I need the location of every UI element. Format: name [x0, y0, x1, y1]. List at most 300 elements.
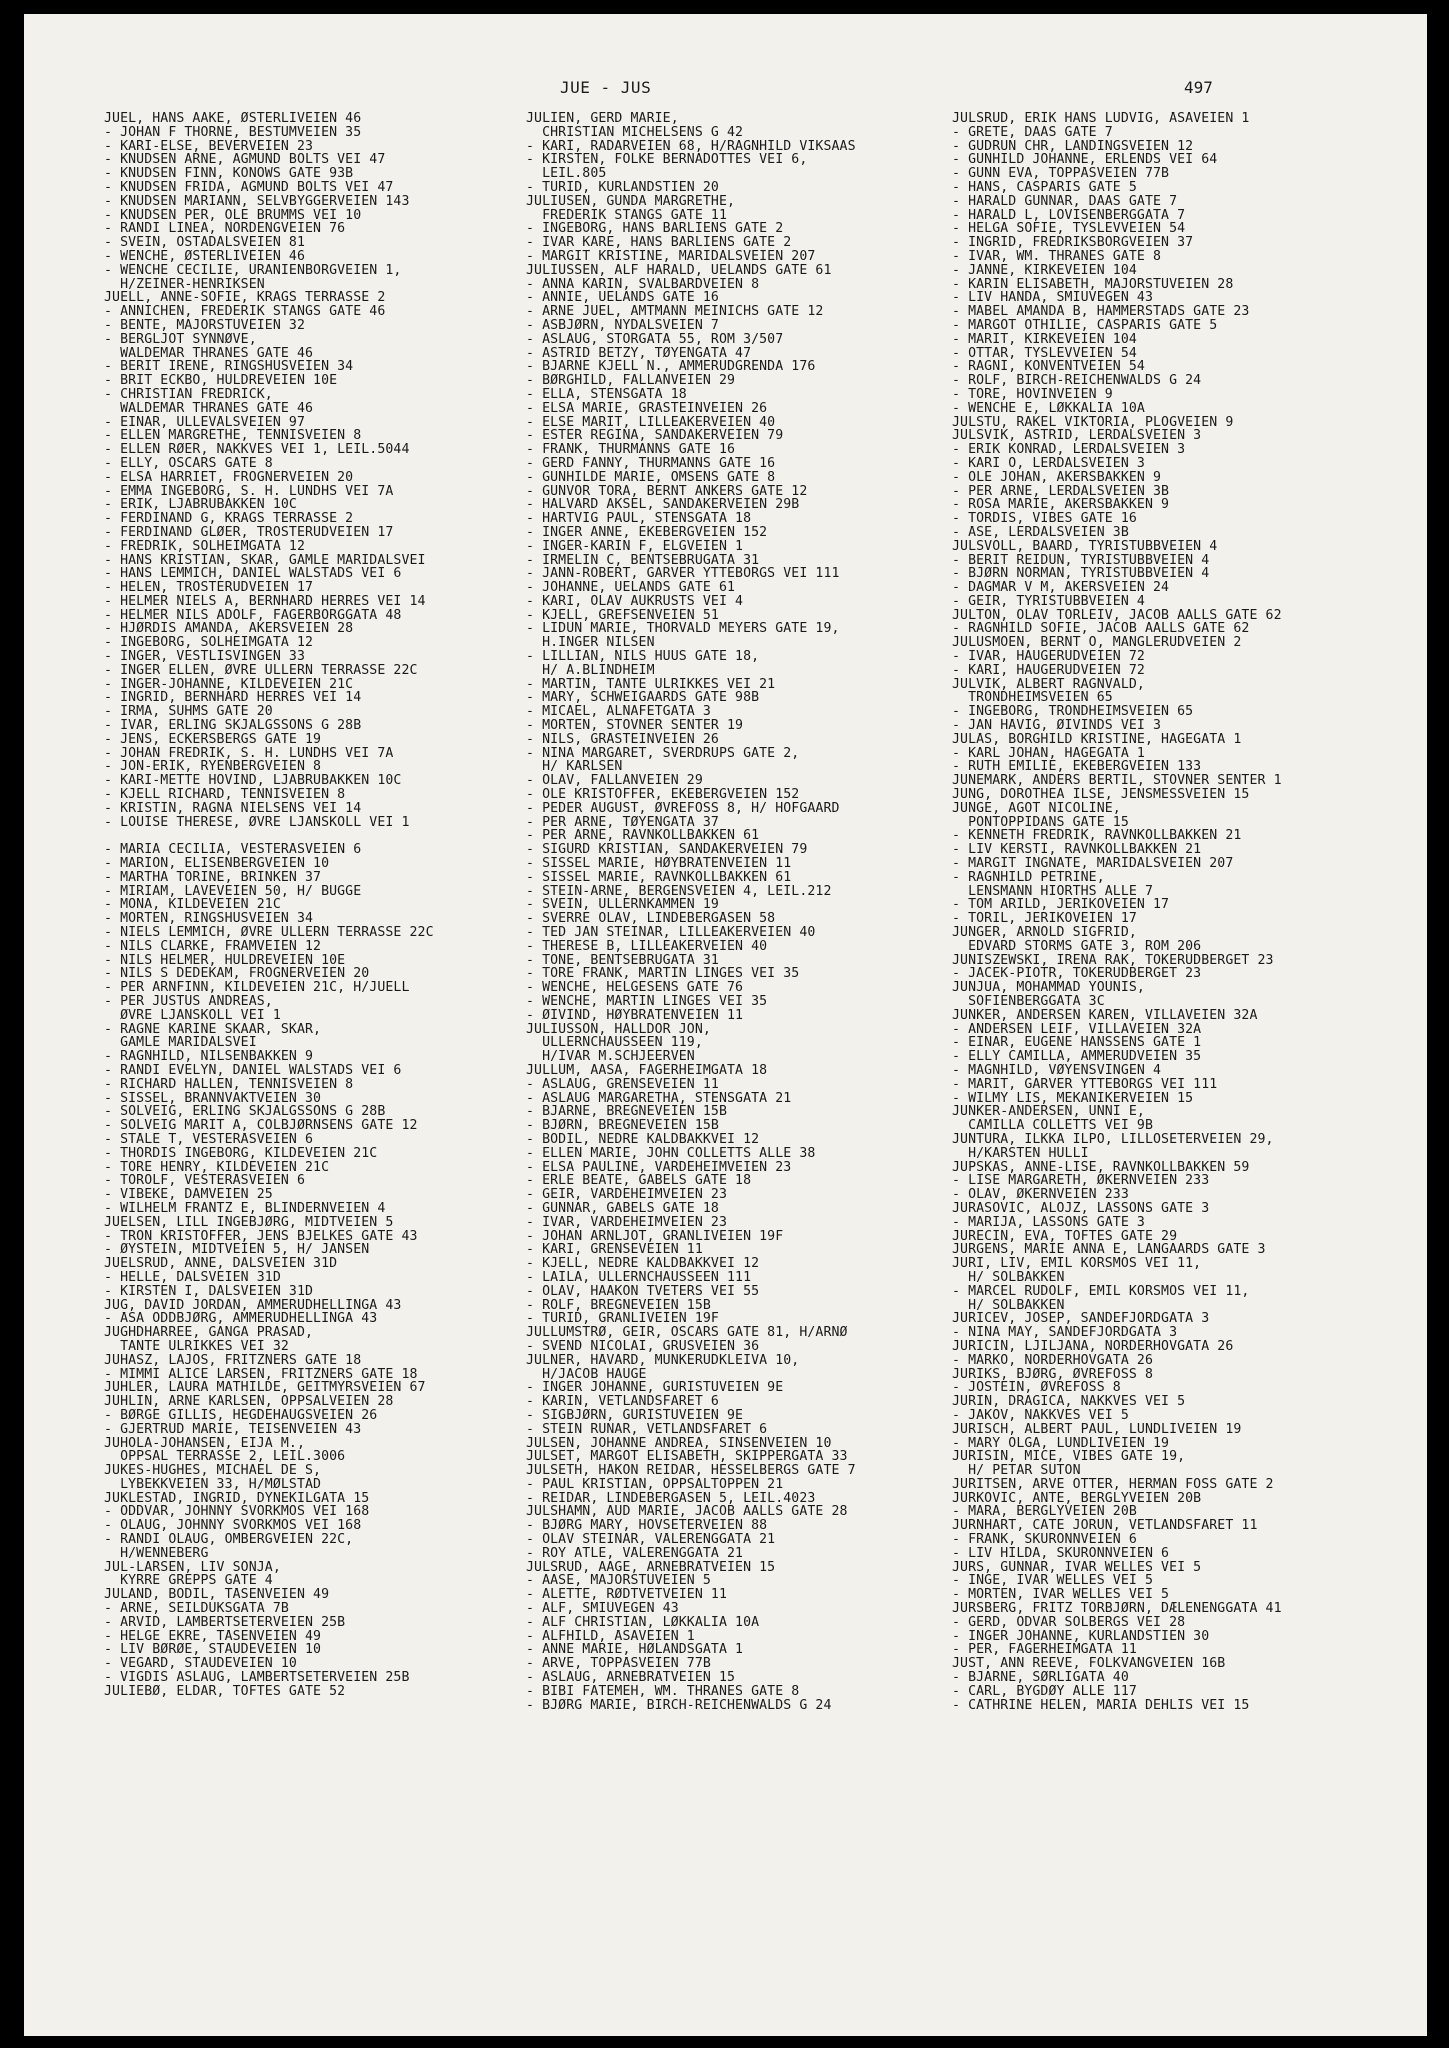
directory-entry: - EMMA INGEBORG, S. H. LUNDHS VEI 7A	[104, 484, 394, 499]
directory-entry: JURECIN, EVA, TOFTES GATE 29	[952, 1229, 1178, 1244]
directory-entry: - KENNETH FREDRIK, RAVNKOLLBAKKEN 21	[952, 829, 1242, 844]
directory-entry: - NILS CLARKE, FRAMVEIEN 12	[104, 939, 322, 954]
directory-entry: - MARGOT OTHILIE, CASPARIS GATE 5	[952, 318, 1218, 333]
directory-entry: - GUNN EVA, TOPPÅSVEIEN 77B	[952, 167, 1170, 181]
directory-entry: JUHOLA-JOHANSEN, EIJA M.,	[104, 1436, 305, 1451]
directory-entry: - RANDI LINEA, NORDENGVEIEN 76	[104, 222, 346, 237]
directory-entry: CHRISTIAN MICHELSENS G 42	[526, 125, 744, 140]
directory-entry: JULAND, BODIL, TÅSENVEIEN 49	[104, 1588, 330, 1603]
directory-entry: - FREDRIK, SOLHEIMGATA 12	[104, 539, 305, 554]
directory-entry: JUNG, DOROTHEA ILSE, JENSMESSVEIEN 15	[952, 788, 1250, 802]
directory-entry: - BENTE, MAJORSTUVEIEN 32	[104, 318, 305, 333]
page-title: JUE - JUS	[560, 78, 652, 97]
directory-entry: - WENCHE E, LØKKALIA 10A	[952, 401, 1145, 416]
directory-entry: - ASLAUG, GRENSEVEIEN 11	[526, 1077, 719, 1092]
directory-entry: KYRRE GREPPS GATE 4	[104, 1574, 273, 1589]
directory-entry: - GUNNAR, GABELS GATE 18	[526, 1201, 719, 1216]
directory-entry: - MARGIT INGNATE, MARIDALSVEIEN 207	[952, 857, 1234, 871]
directory-entry: CAMILLA COLLETTS VEI 9B	[952, 1119, 1153, 1133]
directory-entry: - INGER-JOHANNE, KILDEVEIEN 21C	[104, 677, 354, 692]
directory-entry: H/ A.BLINDHEIM	[526, 663, 655, 678]
directory-entry: - INGER ANNE, EKEBERGVEIEN 152	[526, 525, 768, 540]
directory-entry: - JAN HÅVIG, ØIVINDS VEI 3	[952, 719, 1162, 733]
directory-entry: - FERDINAND GLØER, TROSTERUDVEIEN 17	[104, 525, 394, 540]
directory-entry: - MORTEN, STOVNER SENTER 19	[526, 719, 744, 733]
directory-entry: - ASLAUG, ARNEBRÅTVEIEN 15	[526, 1671, 736, 1685]
directory-entry: JULIUSSON, HALLDOR JON,	[526, 1022, 711, 1037]
directory-entry: - SVEIN, ULLERNKAMMEN 19	[526, 898, 719, 913]
directory-entry: - HARALD GUNNAR, DAAS GATE 7	[952, 194, 1178, 209]
directory-entry: JURISIN, MICE, VIBES GATE 19,	[952, 1450, 1186, 1465]
directory-entry: - STEIN RUNAR, VETLANDSFARET 6	[526, 1422, 768, 1437]
directory-entry: JULÅS, BORGHILD KRISTINE, HAGEGATA 1	[952, 732, 1242, 747]
directory-entry: - BERIT REIDUN, TYRISTUBBVEIEN 4	[952, 553, 1210, 568]
directory-entry: - GRETE, DAAS GATE 7	[952, 125, 1113, 140]
directory-entry: JUHLIN, ARNE KARLSEN, OPPSALVEIEN 28	[104, 1395, 394, 1409]
directory-entry: - WENCHE CECILIE, URANIENBORGVEIEN 1,	[104, 263, 402, 278]
directory-entry: - TONE, BENTSEBRUGATA 31	[526, 953, 719, 968]
directory-entry: - RAGNI, KONVENTVEIEN 54	[952, 360, 1145, 375]
directory-entry: - OLAV, HAAKON TVETERS VEI 55	[526, 1284, 760, 1299]
directory-entry: - ELLY CAMILLA, AMMERUDVEIEN 35	[952, 1050, 1202, 1064]
directory-entry: - GEIR, VARDEHEIMVEIEN 23	[526, 1188, 727, 1202]
directory-entry: JULSRUD, ERIK HANS LUDVIG, ÅSAVEIEN 1	[952, 112, 1250, 126]
directory-entry: - BJARNE, BREGNEVEIEN 15B	[526, 1105, 727, 1120]
directory-entry: - GJERTRUD MARIE, TEISENVEIEN 43	[104, 1422, 362, 1437]
directory-entry: - MORTEN, IVAR WELLES VEI 5	[952, 1588, 1170, 1603]
directory-entry: - NILS S DEDEKAM, FROGNERVEIEN 20	[104, 967, 370, 982]
directory-entry: - ELSA PAULINE, VARDEHEIMVEIEN 23	[526, 1160, 792, 1175]
directory-entry: JULIUSEN, GUNDA MARGRETHE,	[526, 194, 736, 209]
directory-entry: - IVAR KÅRE, HANS BARLIENS GATE 2	[526, 236, 792, 250]
directory-entry: LYBEKKVEIEN 33, H/MØLSTAD	[104, 1477, 322, 1492]
directory-entry: - RAGNE KARINE SKAAR, SKAR,	[104, 1022, 322, 1037]
directory-entry: JUL-LARSEN, LIV SONJA,	[104, 1560, 281, 1575]
directory-entry: - MORTEN, RINGSHUSVEIEN 34	[104, 912, 314, 927]
directory-entry: - OLAUG, JOHNNY SVORKMOS VEI 168	[104, 1519, 362, 1534]
directory-entry: - KRISTIN, RAGNA NIELSENS VEI 14	[104, 801, 362, 816]
directory-entry: - HARTVIG PAUL, STENSGATA 18	[526, 512, 752, 526]
directory-entry: - KIRSTEN I, DALSVEIEN 31D	[104, 1284, 314, 1299]
directory-entry: - BJØRN NORMAN, TYRISTUBBVEIEN 4	[952, 567, 1210, 582]
directory-entry: - ANNE MARIE, HØLANDSGATA 1	[526, 1643, 744, 1658]
directory-entry: - ROLF, BREGNEVEIEN 15B	[526, 1298, 711, 1313]
directory-entry: - CHRISTIAN FREDRICK,	[104, 387, 273, 402]
directory-entry: - MARY OLGA, LUNDLIVEIEN 19	[952, 1436, 1170, 1451]
directory-entry: - ODDVAR, JOHNNY SVORKMOS VEI 168	[104, 1505, 370, 1520]
directory-entry: JUNKER, ANDERSEN KAREN, VILLAVEIEN 32A	[952, 1008, 1258, 1023]
directory-entry: - WENCHE, MARTIN LINGES VEI 35	[526, 995, 768, 1009]
directory-entry: WALDEMAR THRANES GATE 46	[104, 401, 314, 416]
directory-entry: - MICAEL, ALNAFETGATA 3	[526, 705, 711, 720]
directory-entry: - THERESE B, LILLEAKERVEIEN 40	[526, 939, 768, 954]
directory-entry: - TED JAN STEINAR, LILLEAKERVEIEN 40	[526, 926, 816, 940]
directory-entry: - SISSEL MARIE, HØYBRÅTENVEIEN 11	[526, 857, 792, 871]
directory-entry: - SOLVEIG MARIT A, COLBJØRNSENS GATE 12	[104, 1119, 418, 1133]
directory-entry: JULTON, OLAV TORLEIV, JACOB AALLS GATE 62	[952, 608, 1282, 623]
directory-entry: - MARCEL RUDOLF, EMIL KORSMOS VEI 11,	[952, 1284, 1250, 1299]
directory-entry: - KARI-METTE HOVIND, LJABRUBAKKEN 10C	[104, 774, 402, 789]
directory-entry: - TURID, GRANLIVEIEN 19F	[526, 1312, 719, 1327]
directory-entry: - INGER, VESTLISVINGEN 33	[104, 650, 305, 664]
directory-entry: - PAUL KRISTIAN, OPPSALTOPPEN 21	[526, 1477, 784, 1492]
directory-entry: - MARY, SCHWEIGAARDS GATE 98B	[526, 691, 760, 706]
directory-entry: - IRMELIN C, BENTSEBRUGATA 31	[526, 553, 760, 568]
directory-entry: - RUTH EMILIE, EKEBERGVEIEN 133	[952, 760, 1202, 775]
directory-entry: - ELSA HARRIET, FROGNERVEIEN 20	[104, 470, 354, 485]
directory-entry: - BJARNE, SØRLIGATA 40	[952, 1671, 1129, 1685]
directory-entry: - STÅLE T, VESTERÅSVEIEN 6	[104, 1132, 314, 1147]
directory-entry: - RANDI EVELYN, DANIEL WALSTADS VEI 6	[104, 1063, 402, 1078]
directory-entry: - HELMER NIELS A, BERNHARD HERRES VEI 14	[104, 594, 426, 609]
directory-entry: OPPSAL TERRASSE 2, LEIL.3006	[104, 1450, 346, 1465]
directory-entry: - SVEIN, OSTADALSVEIEN 81	[104, 236, 305, 250]
directory-entry: - GERD FANNY, THURMANNS GATE 16	[526, 456, 776, 471]
directory-entry: - HELGA SOFIE, TYSLEVVEIEN 54	[952, 222, 1186, 237]
directory-entry: - JOHAN F THORNE, BESTUMVEIEN 35	[104, 125, 362, 140]
directory-column-1	[104, 112, 544, 1699]
directory-entry: - NINA MARGARET, SVERDRUPS GATE 2,	[526, 746, 800, 761]
directory-entry: - MABEL AMANDA B, HAMMERSTADS GATE 23	[952, 305, 1250, 319]
directory-entry: JUPSKÅS, ANNE-LISE, RAVNKOLLBAKKEN 59	[952, 1160, 1250, 1175]
directory-entry: - ELLEN MARIE, JOHN COLLETTS ALLE 38	[526, 1146, 816, 1161]
directory-entry: - WILHELM FRANTZ E, BLINDERNVEIEN 4	[104, 1201, 386, 1216]
directory-entry: - MIRIAM, LAVEVEIEN 50, H/ BUGGE	[104, 884, 362, 899]
directory-entry: - ANDERSEN LEIF, VILLAVEIEN 32A	[952, 1022, 1202, 1037]
directory-entry: - LIV HILDA, SKURONNVEIEN 6	[952, 1546, 1170, 1561]
directory-entry: - ERIK, LJABRUBAKKEN 10C	[104, 498, 297, 513]
directory-entry: - BODIL, NEDRE KALDBAKKVEI 12	[526, 1132, 760, 1147]
directory-entry: - JAKOV, NAKKVES VEI 5	[952, 1408, 1129, 1423]
directory-entry: ØVRE LJANSKOLL VEI 1	[104, 1008, 281, 1023]
directory-entry: - KJELL, NEDRE KALDBAKKVEI 12	[526, 1257, 760, 1271]
directory-entry: - TORDIS, VIBES GATE 16	[952, 512, 1137, 526]
directory-entry: - LILLIAN, NILS HUUS GATE 18,	[526, 650, 760, 664]
directory-entry: - WENCHE, HELGESENS GATE 76	[526, 981, 744, 995]
directory-entry: JULSEN, JOHANNE ANDREA, SINSENVEIEN 10	[526, 1436, 832, 1451]
directory-entry: - ELLY, OSCARS GATE 8	[104, 456, 273, 471]
directory-entry: - OLE KRISTOFFER, EKEBERGVEIEN 152	[526, 788, 800, 802]
directory-entry: - MONA, KILDEVEIEN 21C	[104, 898, 281, 913]
directory-entry: JURIKS, BJØRG, ØVREFOSS 8	[952, 1367, 1153, 1382]
directory-entry: - HELMER NILS ADOLF, FAGERBORGGATA 48	[104, 608, 402, 623]
directory-entry: JUNTURA, ILKKA ILPO, LILLOSETERVEIEN 29,	[952, 1132, 1274, 1147]
directory-entry: JURGENS, MARIE ANNA E, LANGAARDS GATE 3	[952, 1243, 1266, 1258]
directory-entry: ULLERNCHAUSSEEN 119,	[526, 1036, 703, 1051]
directory-entry: JULLUM, AASA, FAGERHEIMGATA 18	[526, 1063, 768, 1078]
directory-entry: - BØRGE GILLIS, HEGDEHAUGSVEIEN 26	[104, 1408, 378, 1423]
directory-entry: - ASTRID BETZY, TØYENGATA 47	[526, 346, 752, 361]
directory-entry: - IVAR, HAUGERUDVEIEN 72	[952, 650, 1145, 664]
directory-entry: - FERDINAND G, KRAGS TERRASSE 2	[104, 512, 354, 526]
directory-entry: - VIGDIS ASLAUG, LAMBERTSETERVEIEN 25B	[104, 1671, 410, 1685]
directory-entry: - INGE, IVAR WELLES VEI 5	[952, 1574, 1153, 1589]
directory-entry: - ANNICHEN, FREDERIK STANGS GATE 46	[104, 305, 386, 319]
directory-entry: - LAILA, ULLERNCHAUSSEEN 111	[526, 1270, 752, 1285]
directory-entry: FREDERIK STANGS GATE 11	[526, 208, 727, 223]
directory-entry: JURITSEN, ARVE OTTER, HERMAN FOSS GATE 2	[952, 1477, 1274, 1492]
directory-entry: - TOM ARILD, JERIKOVEIEN 17	[952, 898, 1170, 913]
directory-entry: - KARI-ELSE, BEVERVEIEN 23	[104, 139, 314, 154]
directory-entry: - RAGNHILD SOFIE, JACOB AALLS GATE 62	[952, 622, 1250, 637]
directory-entry: - VEGARD, STAUDEVEIEN 10	[104, 1657, 297, 1672]
directory-entry: JURIN, DRAGICA, NAKKVES VEI 5	[952, 1395, 1186, 1409]
directory-entry: - EINAR, EUGENE HANSSENS GATE 1	[952, 1036, 1202, 1051]
directory-entry: JUNKER-ANDERSEN, UNNI E,	[952, 1105, 1145, 1120]
directory-entry: - MARGIT KRISTINE, MARIDALSVEIEN 207	[526, 249, 816, 264]
directory-entry: - ØIVIND, HØYBRÅTENVEIEN 11	[526, 1008, 744, 1023]
directory-entry: - AASE, MAJORSTUVEIEN 5	[526, 1574, 711, 1589]
directory-entry: - HANS, CASPARIS GATE 5	[952, 180, 1137, 195]
directory-entry: - LIV HANDA, SMIUVEGEN 43	[952, 291, 1153, 306]
directory-entry: JURNHART, CATE JORUN, VETLANDSFARET 11	[952, 1519, 1258, 1534]
directory-entry: - KNUDSEN MARIANN, SELVBYGGERVEIEN 143	[104, 194, 410, 209]
directory-entry: - IRMA, SUHMS GATE 20	[104, 705, 273, 720]
directory-entry: - BJARNE KJELL N., AMMERUDGRENDA 176	[526, 360, 816, 375]
directory-entry: - ASBJØRN, NYDALSVEIEN 7	[526, 318, 719, 333]
directory-entry: - PER ARNE, LERDALSVEIEN 3B	[952, 484, 1170, 499]
directory-entry: JURICEV, JOSEP, SANDEFJORDGATA 3	[952, 1312, 1210, 1327]
directory-entry: - KARL JOHAN, HAGEGATA 1	[952, 746, 1145, 761]
directory-entry: - BRIT ECKBO, HULDREVEIEN 10E	[104, 374, 338, 388]
directory-entry: - BIBI FATEMEH, WM. THRANES GATE 8	[526, 1684, 800, 1699]
directory-entry: - KARI O, LERDALSVEIEN 3	[952, 456, 1145, 471]
directory-entry: - ÅSE, LERDALSVEIEN 3B	[952, 525, 1129, 540]
directory-entry: H/ PETAR SUTON	[952, 1464, 1081, 1478]
directory-entry: H/KARSTEN HULLI	[952, 1146, 1089, 1161]
directory-entry: - ESTER REGINA, SANDAKERVEIEN 79	[526, 429, 784, 444]
directory-entry: - OLAV STEINAR, VÅLERENGGATA 21	[526, 1533, 776, 1547]
directory-entry: JULIEBØ, ELDAR, TOFTES GATE 52	[104, 1684, 346, 1699]
directory-entry: - PER ARNE, RAVNKOLLBAKKEN 61	[526, 829, 760, 844]
directory-entry: H/JACOB HAUGE	[526, 1367, 647, 1382]
page-number: 497	[1184, 78, 1213, 97]
directory-entry: JULLUMSTRØ, GEIR, OSCARS GATE 81, H/ARNØ	[526, 1326, 848, 1340]
directory-entry: - ERLE BEATE, GABELS GATE 18	[526, 1174, 752, 1189]
directory-entry: H.INGER NILSEN	[526, 636, 655, 651]
directory-entry: JULSVIK, ASTRID, LERDALSVEIEN 3	[952, 429, 1202, 444]
directory-entry: LEIL.805	[526, 167, 607, 181]
directory-entry: - ELLA, STENSGATA 18	[526, 387, 687, 402]
directory-entry: - ELSE MARIT, LILLEAKERVEIEN 40	[526, 415, 776, 430]
directory-entry: H/ SOLBAKKEN	[952, 1298, 1065, 1313]
directory-entry: - OTTAR, TYSLEVVEIEN 54	[952, 346, 1137, 361]
directory-entry: - KNUDSEN FRIDA, AGMUND BOLTS VEI 47	[104, 180, 394, 195]
directory-entry: - GUNHILDE MARIE, OMSENS GATE 8	[526, 470, 776, 485]
directory-entry: JURI, LIV, EMIL KORSMOS VEI 11,	[952, 1257, 1202, 1271]
directory-entry: - PER JUSTUS ANDREAS,	[104, 995, 273, 1009]
directory-entry: - SIGURD KRISTIAN, SANDAKERVEIEN 79	[526, 843, 808, 858]
directory-page	[24, 14, 1427, 2036]
directory-entry: - TORE, HOVINVEIEN 9	[952, 387, 1113, 402]
directory-entry: GAMLE MARIDALSVEI	[104, 1036, 257, 1051]
directory-entry: - EINAR, ULLEVÅLSVEIEN 97	[104, 415, 305, 430]
directory-entry: - KARI, HAUGERUDVEIEN 72	[952, 663, 1145, 678]
directory-entry: LENSMANN HIORTHS ALLE 7	[952, 884, 1153, 899]
directory-entry: JUGHDHARREE, GANGA PRASAD,	[104, 1326, 314, 1340]
directory-entry: - JENS, ECKERSBERGS GATE 19	[104, 732, 322, 747]
directory-entry: - BJØRG MARY, HOVSETERVEIEN 88	[526, 1519, 768, 1534]
directory-entry: - ELLEN MARGRETHE, TENNISVEIEN 8	[104, 429, 362, 444]
directory-entry: - HELGE EKRE, TÅSENVEIEN 49	[104, 1629, 322, 1644]
directory-entry: - FRANK, SKURONNVEIEN 6	[952, 1533, 1137, 1547]
directory-entry: - ROY ATLE, VÅLERENGGATA 21	[526, 1546, 744, 1561]
directory-entry: JURASOVIC, ALOJZ, LASSONS GATE 3	[952, 1201, 1210, 1216]
directory-entry: - NIELS LEMMICH, ØVRE ULLERN TERRASSE 22C	[104, 926, 434, 940]
directory-entry: JURKOVIC, ANTE, BERGLYVEIEN 20B	[952, 1491, 1202, 1506]
directory-entry: JULVIK, ALBERT RAGNVALD,	[952, 677, 1145, 692]
directory-entry: JUNGE, AGOT NICOLINE,	[952, 801, 1121, 816]
directory-entry: - PER ARNE, TØYENGATA 37	[526, 815, 719, 830]
directory-entry: - JOHANNE, UELANDS GATE 61	[526, 581, 736, 595]
directory-entry: - KARI, OLAV AUKRUSTS VEI 4	[526, 594, 744, 609]
directory-entry: - RAGNHILD, NILSENBAKKEN 9	[104, 1050, 314, 1064]
directory-entry: JUHLER, LAURA MATHILDE, GEITMYRSVEIEN 67	[104, 1381, 426, 1396]
directory-entry: WALDEMAR THRANES GATE 46	[104, 346, 314, 361]
directory-entry: - MARIA CECILIA, VESTERÅSVEIEN 6	[104, 843, 362, 858]
directory-entry: - MARTHA TORINE, BRINKEN 37	[104, 870, 322, 885]
directory-entry: - LIDUN MARIE, THORVALD MEYERS GATE 19,	[526, 622, 840, 637]
directory-entry: - SIGBJØRN, GURISTUVEIEN 9E	[526, 1408, 744, 1423]
directory-entry: - ROLF, BIRCH-REICHENWALDS G 24	[952, 374, 1202, 388]
directory-entry: - ELLEN RØER, NAKKVES VEI 1, LEIL.5044	[104, 443, 410, 457]
directory-entry: - KIRSTEN, FOLKE BERNADOTTES VEI 6,	[526, 153, 808, 168]
directory-entry: - NILS, GRÅSTEINVEIEN 26	[526, 732, 719, 747]
directory-entry: - KJELL RICHARD, TENNISVEIEN 8	[104, 788, 346, 802]
directory-entry: - TURID, KURLANDSTIEN 20	[526, 180, 719, 195]
directory-entry: - ALF, SMIUVEGEN 43	[526, 1602, 679, 1616]
directory-entry: JUKES-HUGHES, MICHAEL DE S,	[104, 1464, 322, 1478]
directory-entry: JUNGER, ARNOLD SIGFRID,	[952, 926, 1137, 940]
directory-entry: - HARALD L, LOVISENBERGGATA 7	[952, 208, 1186, 223]
directory-entry: - KARIN, VETLANDSFARET 6	[526, 1395, 719, 1409]
directory-entry: JULUSMOEN, BERNT O, MANGLERUDVEIEN 2	[952, 636, 1242, 651]
directory-entry: JUNEMARK, ANDERS BERTIL, STOVNER SENTER 1	[952, 774, 1282, 789]
directory-entry: - INGRID, FREDRIKSBORGVEIEN 37	[952, 236, 1194, 250]
directory-entry: - JANNE, KIRKEVEIEN 104	[952, 263, 1137, 278]
directory-column-2	[526, 112, 966, 1712]
directory-entry: - HALVARD AKSEL, SANDAKERVEIEN 29B	[526, 498, 800, 513]
directory-entry: - BJØRN, BREGNEVEIEN 15B	[526, 1119, 719, 1133]
directory-entry: H/ KARLSEN	[526, 760, 623, 775]
directory-entry: - ASLAUG, STORGATA 55, ROM 3/507	[526, 332, 784, 347]
directory-entry: - INGER JOHANNE, GURISTUVEIEN 9E	[526, 1381, 784, 1396]
directory-entry: - MARIT, GARVER YTTEBORGS VEI 111	[952, 1077, 1218, 1092]
directory-entry: - HANS LEMMICH, DANIEL WALSTADS VEI 6	[104, 567, 402, 582]
directory-entry: - ASLAUG MARGARETHA, STENSGATA 21	[526, 1091, 792, 1106]
directory-entry: - JOSTEIN, ØVREFOSS 8	[952, 1381, 1121, 1396]
directory-entry: H/IVAR M.SCHJEERVEN	[526, 1050, 695, 1064]
directory-entry: - MARKO, NORDERHOVGATA 26	[952, 1353, 1153, 1368]
directory-entry: - ANNA KARIN, SVALBARDVEIEN 8	[526, 277, 760, 292]
directory-entry: - GUNHILD JOHANNE, ERLENDS VEI 64	[952, 153, 1218, 168]
directory-entry: - RANDI OLAUG, OMBERGVEIEN 22C,	[104, 1533, 354, 1547]
directory-entry: - IVAR, ERLING SKJALGSSONS G 28B	[104, 719, 362, 733]
directory-entry: - ALFHILD, ÅSAVEIEN 1	[526, 1629, 695, 1644]
directory-entry: JUKLESTAD, INGRID, DYNEKILGATA 15	[104, 1491, 370, 1506]
directory-entry: PONTOPPIDANS GATE 15	[952, 815, 1129, 830]
directory-entry: - ROSA MARIE, AKERSBAKKEN 9	[952, 498, 1170, 513]
directory-entry: JULIUSSEN, ALF HARALD, UELANDS GATE 61	[526, 263, 832, 278]
directory-entry: - LOUISE THERESE, ØVRE LJANSKOLL VEI 1	[104, 815, 410, 830]
directory-entry: JUELSEN, LILL INGEBJØRG, MIDTVEIEN 5	[104, 1215, 394, 1230]
directory-entry: TANTE ULRIKKES VEI 32	[104, 1339, 289, 1354]
directory-entry: - SVERRE OLAV, LINDEBERGÅSEN 58	[526, 912, 776, 927]
directory-entry: - ARNE, SEILDUKSGATA 7B	[104, 1602, 289, 1616]
directory-entry: - FRANK, THURMANNS GATE 16	[526, 443, 736, 457]
directory-entry: - HELEN, TROSTERUDVEIEN 17	[104, 581, 314, 595]
directory-entry: - MARA, BERGLYVEIEN 20B	[952, 1505, 1137, 1520]
directory-entry: - MARION, ELISENBERGVEIEN 10	[104, 857, 330, 871]
directory-entry: - ÅSA ODDBJØRG, AMMERUDHELLINGA 43	[104, 1312, 378, 1327]
directory-entry: - TOROLF, VESTERÅSVEIEN 6	[104, 1174, 305, 1189]
directory-entry: - KNUDSEN FINN, KONOWS GATE 93B	[104, 167, 354, 181]
directory-entry: - TORE HENRY, KILDEVEIEN 21C	[104, 1160, 330, 1175]
directory-entry: - INGER ELLEN, ØVRE ULLERN TERRASSE 22C	[104, 663, 418, 678]
directory-entry: - KNUDSEN PER, OLE BRUMMS VEI 10	[104, 208, 362, 223]
directory-entry: - LIV KERSTI, RAVNKOLLBAKKEN 21	[952, 843, 1202, 858]
directory-entry: - INGEBORG, TRONDHEIMSVEIEN 65	[952, 705, 1194, 720]
directory-entry: SOFIENBERGGATA 3C	[952, 995, 1105, 1009]
directory-entry: - INGEBORG, HANS BARLIENS GATE 2	[526, 222, 784, 237]
directory-entry: - LIV BØRØE, STAUDEVEIEN 10	[104, 1643, 322, 1658]
directory-entry: - VIBEKE, DAMVEIEN 25	[104, 1188, 273, 1202]
directory-entry: TRONDHEIMSVEIEN 65	[952, 691, 1113, 706]
directory-entry: - PER ARNFINN, KILDEVEIEN 21C, H/JUELL	[104, 981, 410, 995]
directory-entry: - WILMY LIS, MEKANIKERVEIEN 15	[952, 1091, 1194, 1106]
directory-entry: - IVAR, VARDEHEIMVEIEN 23	[526, 1215, 727, 1230]
directory-entry: JUELSRUD, ANNE, DALSVEIEN 31D	[104, 1257, 338, 1271]
directory-entry: - KARIN ELISABETH, MAJORSTUVEIEN 28	[952, 277, 1234, 292]
directory-entry: - KNUDSEN ARNE, AGMUND BOLTS VEI 47	[104, 153, 386, 168]
directory-entry: JULSETH, HÅKON REIDAR, HESSELBERGS GATE 7	[526, 1464, 856, 1478]
directory-entry: JULNER, HÅVARD, MUNKERUDKLEIVA 10,	[526, 1353, 800, 1368]
directory-entry: H/ SOLBAKKEN	[952, 1270, 1065, 1285]
directory-entry: JUELL, ANNE-SOFIE, KRAGS TERRASSE 2	[104, 291, 386, 306]
directory-entry: - ERIK KONRAD, LERDALSVEIEN 3	[952, 443, 1186, 457]
directory-entry: - REIDAR, LINDEBERGÅSEN 5, LEIL.4023	[526, 1491, 816, 1506]
directory-entry: JUST, ANN REEVE, FOLKVANGVEIEN 16B	[952, 1657, 1226, 1672]
directory-entry: JUHASZ, LAJOS, FRITZNERS GATE 18	[104, 1353, 362, 1368]
directory-entry: JULSHAMN, AUD MARIE, JACOB AALLS GATE 28	[526, 1505, 848, 1520]
directory-entry: H/WENNEBERG	[104, 1546, 209, 1561]
directory-entry: - INGEBORG, SOLHEIMGATA 12	[104, 636, 314, 651]
directory-entry: JULSRUD, AAGE, ARNEBRÅTVEIEN 15	[526, 1560, 776, 1575]
directory-entry	[104, 829, 544, 843]
directory-entry: - INGER-KARIN F, ELGVEIEN 1	[526, 539, 744, 554]
directory-entry: - GEIR, TYRISTUBBVEIEN 4	[952, 594, 1145, 609]
directory-entry: JURISCH, ALBERT PAUL, LUNDLIVEIEN 19	[952, 1422, 1242, 1437]
directory-entry: - BØRGHILD, FALLANVEIEN 29	[526, 374, 736, 388]
directory-entry: JUEL, HANS AAKE, ØSTERLIVEIEN 46	[104, 112, 362, 126]
directory-entry: - KARI, RADARVEIEN 68, H/RAGNHILD VIKSAAS	[526, 139, 856, 154]
directory-entry: - JOHAN FREDRIK, S. H. LUNDHS VEI 7A	[104, 746, 394, 761]
directory-entry: - SVEND NICOLAI, GRUSVEIEN 36	[526, 1339, 760, 1354]
directory-entry: - OLE JOHAN, AKERSBAKKEN 9	[952, 470, 1162, 485]
directory-entry: JUG, DAVID JORDAN, AMMERUDHELLINGA 43	[104, 1298, 402, 1313]
directory-entry: - ARVE, TOPPÅSVEIEN 77B	[526, 1657, 711, 1672]
directory-entry: JULIEN, GERD MARIE,	[526, 112, 679, 126]
directory-entry: - MIMMI ALICE LARSEN, FRITZNERS GATE 18	[104, 1367, 418, 1382]
directory-entry: - HELLE, DALSVEIEN 31D	[104, 1270, 281, 1285]
directory-entry: - ALETTE, RØDTVETVEIEN 11	[526, 1588, 727, 1603]
directory-entry: - PEDER AUGUST, ØVREFOSS 8, H/ HOFGAARD	[526, 801, 840, 816]
directory-entry: - ØYSTEIN, MIDTVEIEN 5, H/ JANSEN	[104, 1243, 370, 1258]
directory-entry: - MARTIN, TANTE ULRIKKES VEI 21	[526, 677, 776, 692]
directory-entry: - ANNIE, UELANDS GATE 16	[526, 291, 719, 306]
directory-entry: - INGER JOHANNE, KURLANDSTIEN 30	[952, 1629, 1210, 1644]
directory-entry: EDVARD STORMS GATE 3, ROM 206	[952, 939, 1202, 954]
